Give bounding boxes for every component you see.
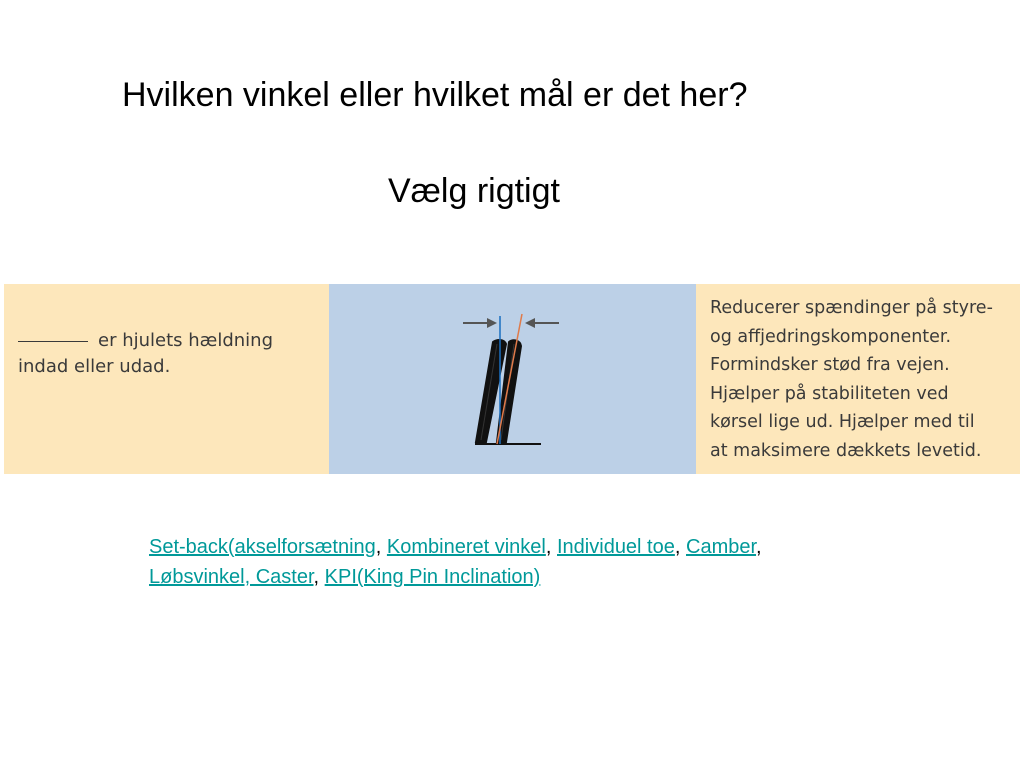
benefit-line: Hjælper på stabiliteten ved — [710, 383, 949, 404]
definition-text: er hjulets hældning indad eller udad. — [18, 330, 273, 377]
figure-middle-panel — [329, 284, 696, 474]
figure-left-panel — [4, 284, 329, 474]
answer-options — [149, 532, 1009, 592]
camber-definition — [18, 328, 318, 380]
question-title: Hvilken vinkel eller hvilket mål er det her? — [122, 76, 748, 114]
separator: , — [674, 536, 686, 558]
answer-link-kpi[interactable]: KPI(King Pin Inclination) — [324, 566, 541, 588]
benefit-line: kørsel lige ud. Hjælper med til — [710, 412, 975, 432]
benefit-line: Reducerer spændinger på styre- — [710, 298, 993, 318]
camber-benefits-text — [710, 294, 1015, 465]
separator: , — [313, 566, 325, 588]
answer-link-caster[interactable]: Løbsvinkel, Caster — [149, 566, 314, 588]
answer-link-individuel-toe[interactable]: Individuel toe — [557, 536, 675, 558]
figure-right-panel — [696, 284, 1020, 474]
blank-line — [18, 341, 88, 342]
benefit-line: og affjedringskomponenter. — [710, 326, 952, 347]
separator: , — [375, 536, 387, 558]
left-arrow-icon — [463, 318, 497, 328]
separator: , — [756, 536, 762, 558]
right-arrow-icon — [525, 318, 559, 328]
answer-link-camber[interactable]: Camber — [686, 536, 757, 558]
benefit-line: Formindsker stød fra vejen. — [710, 355, 950, 375]
instruction-title: Vælg rigtigt — [388, 172, 560, 210]
benefit-line: at maksimere dækkets levetid. — [710, 440, 982, 461]
answer-link-kombineret-vinkel[interactable]: Kombineret vinkel — [386, 536, 546, 558]
answer-link-set-back[interactable]: Set-back(akselforsætning — [149, 536, 376, 558]
separator: , — [545, 536, 557, 558]
wheel-tilt-diagram — [329, 284, 696, 474]
